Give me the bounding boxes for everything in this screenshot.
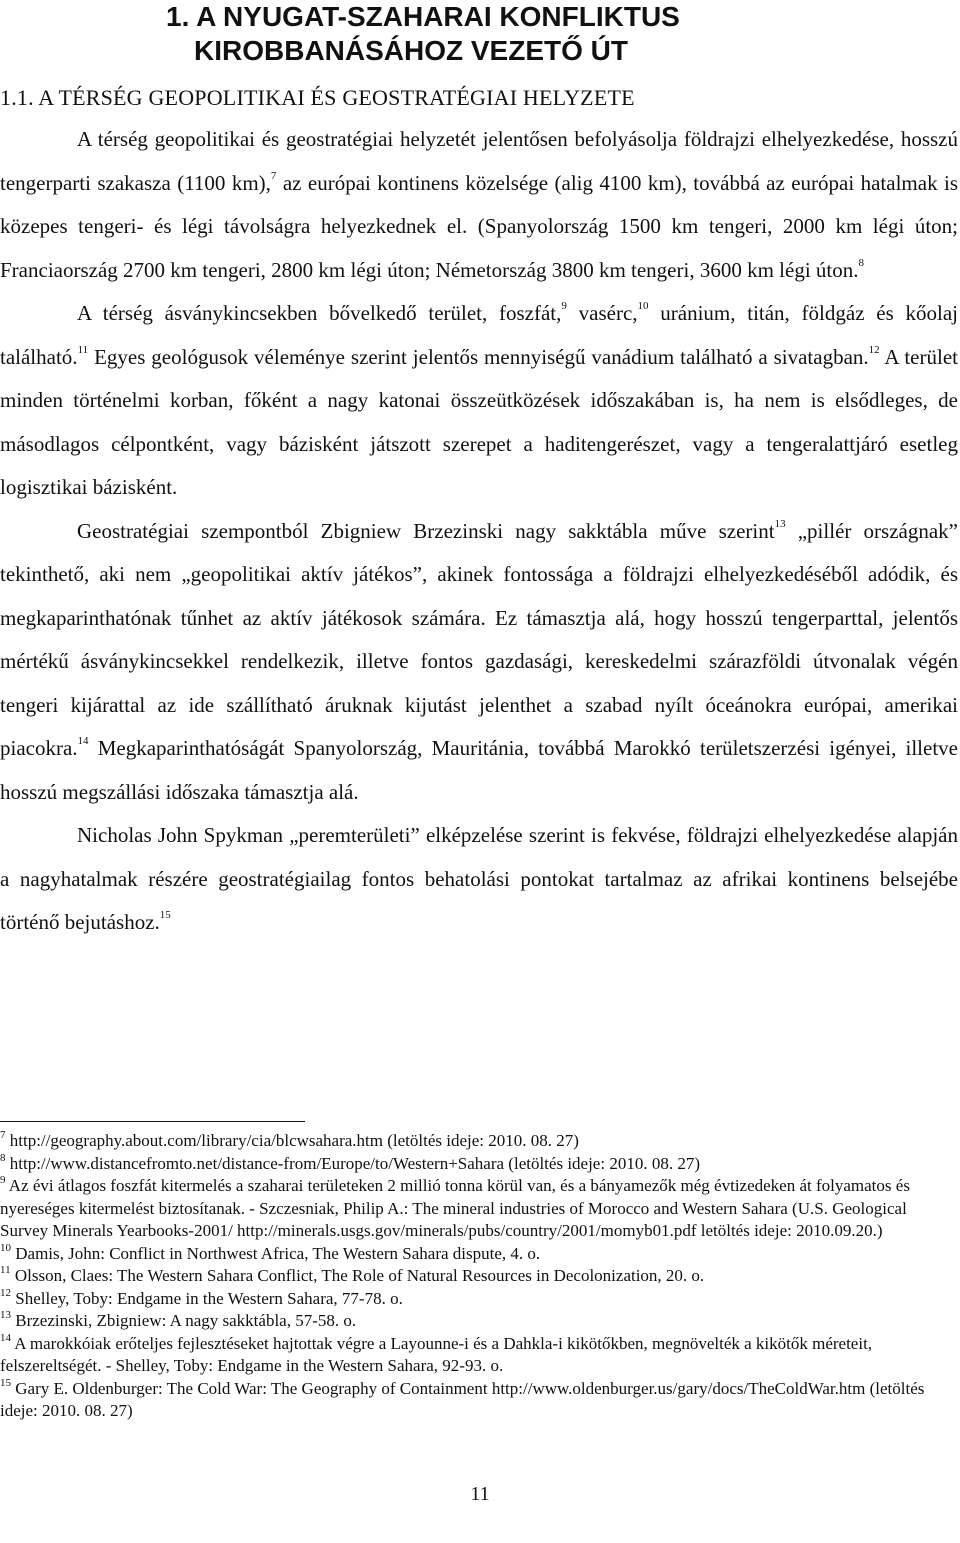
footnote-text: Az évi átlagos foszfát kitermelés a szaharai területeken 2 millió tonna körül van, és a bányamezők még évtizedeken át folyamatos és nyereséges kitermelést biztosítanak. - Szczesniak, Philip A.: The mineral industries of Morocco and Western Sahara (U.S. Geological Survey Minerals Yearbooks-2001/ http://minerals.usgs.gov/minerals/pubs/country/2001/momyb01.pdf letöltés ideje: 2010.09.20.) [0, 1176, 910, 1240]
chapter-heading-line-2: KIROBBANÁSÁHOZ VEZETŐ ÚT [194, 35, 628, 66]
footnote [0, 1130, 958, 1153]
footnote-number: 10 [0, 1241, 11, 1254]
footnote-text: Brzezinski, Zbigniew: A nagy sakktábla, 57-58. o. [11, 1311, 357, 1330]
paragraph-text: Nicholas John Spykman „peremterületi” elképzelése szerint is fekvése, földrajzi elhelyezkedése alapján a nagyhatalmak részére geostratégiailag fontos behatolási pontokat tartalmaz az afrikai kontinens belsejébe történő bejutáshoz. [0, 823, 958, 934]
paragraph-text: Geostratégiai szempontból Zbigniew Brzezinski nagy sakktábla műve szerint [77, 518, 775, 543]
footnote-reference[interactable]: 7 [270, 169, 277, 182]
paragraph [0, 814, 958, 945]
paragraph-text: vasérc, [566, 301, 638, 325]
footnote-text: A marokkóiak erőteljes fejlesztéseket hajtottak végre a Layounne-i és a Dahkla-i kikötőkben, megnövelték a kikötők méreteit, felszereltségét. - Shelley, Toby: Endgame in the Western Sahara, 92-93. o. [0, 1333, 873, 1375]
footnote-number: 15 [0, 1376, 11, 1389]
footnote [0, 1310, 958, 1333]
footnotes [0, 1130, 958, 1423]
footnote-reference[interactable]: 9 [561, 300, 567, 312]
paragraph-text: A térség ásványkincsekben bővelkedő terület, foszfát, [77, 301, 562, 325]
footnote-separator [0, 1121, 305, 1122]
footnote-text: http://geography.about.com/library/cia/blcwsahara.htm (letöltés ideje: 2010. 08. 27) [5, 1131, 579, 1150]
footnote [0, 1378, 958, 1423]
footnote-reference[interactable]: 10 [637, 300, 649, 312]
section-heading: 1.1. A TÉRSÉG GEOPOLITIKAI ÉS GEOSTRATÉGIAI HELYZETE [0, 85, 635, 110]
footnote-number: 8 [0, 1151, 6, 1164]
footnote-reference[interactable]: 14 [77, 735, 89, 747]
chapter-heading-line-1: 1. A NYUGAT-SZAHARAI KONFLIKTUS [166, 1, 680, 32]
paragraph-text: az európai kontinens közelsége (alig 4100 km), továbbá az európai hatalmak is közepes tengeri- és légi távolságra helyezkednek el. (Spanyolország 1500 km tengeri, 2000 km légi úton; Franciaország 2700 km tengeri, 2800 km légi úton; Németország 3800 km tengeri, 3600 km légi úton. [0, 170, 958, 282]
paragraph-text: Egyes geológusok véleménye szerint jelentős mennyiségű vanádium található a sivatagban. [88, 344, 869, 369]
chapter-heading [166, 0, 680, 68]
footnote-text: http://www.distancefromto.net/distance-from/Europe/to/Western+Sahara (letöltés ideje: 2010. 08. 27) [5, 1153, 700, 1173]
paragraph-text: uránium, titán, földgáz és kőolaj található. [0, 301, 958, 369]
footnote-text: Gary E. Oldenburger: The Cold War: The Geography of Containment http://www.oldenburger.us/gary/docs/TheColdWar.htm (letöltés ideje: 2010. 08. 27) [0, 1378, 925, 1420]
footnote [0, 1265, 958, 1288]
paragraph-text: A terület minden történelmi korban, főként a nagy katonai összeütközések időszakában is, ha nem is elsődleges, de másodlagos célpontként, vagy bázisként játszott szerepet a haditengerészet, vagy a tengeralattjáró esetleg logisztikai bázisként. [0, 344, 958, 499]
footnote [0, 1175, 958, 1243]
footnote-number: 12 [0, 1286, 11, 1299]
footnote-reference[interactable]: 15 [159, 909, 171, 921]
footnote-text: Damis, John: Conflict in Northwest Africa, The Western Sahara dispute, 4. o. [11, 1243, 541, 1263]
paragraph-text: Megkaparinthatóságát Spanyolország, Mauritánia, továbbá Marokkó területszerzési igényei, illetve hosszú megszállási időszaka támasztja alá. [0, 736, 958, 804]
footnote-text: Shelley, Toby: Endgame in the Western Sahara, 77-78. o. [11, 1288, 403, 1308]
paragraph-text: „pillér országnak” tekinthető, aki nem „geopolitikai aktív játékos”, akinek fontossága a földrajzi elhelyezkedéséből adódik, és megkaparinthatónak tűnhet az aktív játékosok számára. Ez támasztja alá, hogy hosszú tengerparttal, jelentős mértékű ásványkincsekkel rendelkezik, illetve fontos gazdasági, kereskedelmi szárazföldi útvonalak végén tengeri kijárattal az ide szállítható áruknak kijutást jelenthet a szabad nyílt óceánokra európai, amerikai piacokra. [0, 518, 959, 760]
footnote-number: 14 [0, 1331, 11, 1344]
paragraph-text: A térség geopolitikai és geostratégiai helyzetét jelentősen befolyásolja földrajzi elhelyezkedése, hosszú tengerparti szakasza (1100 km), [0, 127, 958, 195]
footnote [0, 1153, 958, 1176]
body-text [0, 118, 958, 945]
footnote-reference[interactable]: 13 [774, 517, 786, 530]
footnote-text: Olsson, Claes: The Western Sahara Conflict, The Role of Natural Resources in Decolonization, 20. o. [10, 1266, 705, 1285]
footnote [0, 1288, 958, 1311]
footnote-reference[interactable]: 12 [868, 343, 880, 356]
footnote-reference[interactable]: 11 [77, 343, 89, 356]
paragraph [0, 510, 958, 815]
footnote [0, 1333, 958, 1378]
footnote-number: 9 [0, 1174, 6, 1186]
footnote [0, 1243, 958, 1266]
footnote-number: 7 [0, 1129, 6, 1141]
footnote-number: 13 [0, 1309, 11, 1321]
page-number: 11 [470, 1483, 490, 1505]
footnote-reference[interactable]: 8 [858, 256, 864, 269]
paragraph [0, 292, 958, 510]
paragraph [0, 118, 958, 292]
footnote-number: 11 [0, 1264, 11, 1276]
